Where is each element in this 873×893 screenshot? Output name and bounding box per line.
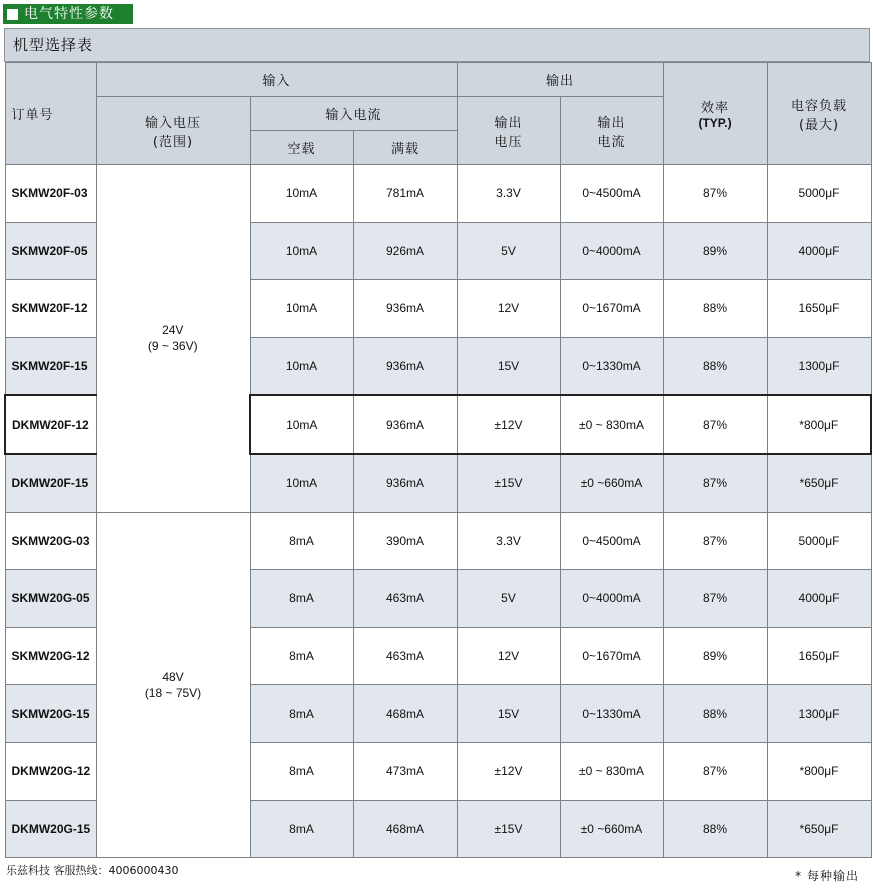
header-efficiency-typ: (TYP.)	[698, 116, 732, 130]
efficiency-cell: 88%	[663, 685, 767, 743]
input-voltage-range: (18 ~ 75V)	[144, 685, 202, 700]
section-title-tag	[3, 4, 133, 24]
header-input: 输入	[96, 63, 457, 97]
model-cell: SKMW20F-03	[5, 165, 96, 223]
header-output-voltage-l2: 电压	[494, 134, 523, 150]
header-input-voltage-label: 输入电压	[144, 115, 201, 131]
capacitive-load-cell: 4000μF	[767, 570, 871, 628]
capacitive-load-cell: 5000μF	[767, 165, 871, 223]
capacitive-load-cell: *800μF	[767, 395, 871, 454]
model-cell: SKMW20G-05	[5, 570, 96, 628]
output-voltage-cell: 12V	[457, 280, 560, 338]
efficiency-cell: 88%	[663, 337, 767, 395]
model-cell: SKMW20F-15	[5, 337, 96, 395]
capacitive-load-cell: 1650μF	[767, 280, 871, 338]
capacitive-load-cell: 1300μF	[767, 337, 871, 395]
efficiency-cell: 87%	[663, 454, 767, 512]
no-load-current-cell: 8mA	[250, 627, 353, 685]
no-load-current-cell: 10mA	[250, 395, 353, 454]
model-cell: SKMW20G-12	[5, 627, 96, 685]
no-load-current-cell: 10mA	[250, 454, 353, 512]
section-title: 电气特性参数	[24, 6, 114, 22]
footer-note: * 每种输出	[795, 869, 859, 883]
footer-hotline: 乐兹科技 客服热线：4006000430	[6, 864, 179, 877]
model-cell: DKMW20G-15	[5, 800, 96, 858]
header-output-current-l2: 电流	[597, 134, 626, 150]
square-bullet-icon	[7, 9, 18, 20]
input-voltage-range: (9 ~ 36V)	[147, 339, 198, 354]
capacitive-load-cell: *650μF	[767, 800, 871, 858]
full-load-current-cell: 473mA	[353, 742, 457, 800]
header-output: 输出	[457, 63, 663, 97]
header-capacitive-max: (最大)	[798, 117, 840, 133]
output-voltage-cell: 5V	[457, 570, 560, 628]
output-voltage-cell: ±15V	[457, 800, 560, 858]
output-voltage-cell: ±15V	[457, 454, 560, 512]
no-load-current-cell: 8mA	[250, 512, 353, 570]
model-cell: SKMW20G-03	[5, 512, 96, 570]
full-load-current-cell: 468mA	[353, 800, 457, 858]
table-row	[5, 165, 871, 223]
full-load-current-cell: 781mA	[353, 165, 457, 223]
no-load-current-cell: 8mA	[250, 800, 353, 858]
efficiency-cell: 87%	[663, 742, 767, 800]
no-load-current-cell: 10mA	[250, 222, 353, 280]
no-load-current-cell: 8mA	[250, 685, 353, 743]
header-input-current: 输入电流	[250, 97, 457, 131]
header-order-no: 订单号	[5, 63, 96, 165]
efficiency-cell: 88%	[663, 800, 767, 858]
output-current-cell: ±0 ~660mA	[560, 800, 663, 858]
no-load-current-cell: 10mA	[250, 337, 353, 395]
output-voltage-cell: ±12V	[457, 395, 560, 454]
capacitive-load-cell: 1650μF	[767, 627, 871, 685]
input-voltage-cell	[96, 165, 250, 513]
header-output-voltage	[457, 97, 560, 165]
header-input-voltage	[96, 97, 250, 165]
header-capacitive-load	[767, 63, 871, 165]
header-efficiency	[663, 63, 767, 165]
model-cell: DKMW20F-15	[5, 454, 96, 512]
header-capacitive-label: 电容负载	[791, 98, 848, 114]
output-voltage-cell: ±12V	[457, 742, 560, 800]
efficiency-cell: 89%	[663, 627, 767, 685]
full-load-current-cell: 390mA	[353, 512, 457, 570]
capacitive-load-cell: 5000μF	[767, 512, 871, 570]
full-load-current-cell: 936mA	[353, 395, 457, 454]
efficiency-cell: 87%	[663, 395, 767, 454]
header-output-current	[560, 97, 663, 165]
efficiency-cell: 88%	[663, 280, 767, 338]
full-load-current-cell: 936mA	[353, 280, 457, 338]
output-current-cell: 0~4000mA	[560, 570, 663, 628]
capacitive-load-cell: 4000μF	[767, 222, 871, 280]
table-row	[5, 512, 871, 570]
full-load-current-cell: 936mA	[353, 454, 457, 512]
model-cell: DKMW20F-12	[5, 395, 96, 454]
output-current-cell: 0~1670mA	[560, 280, 663, 338]
capacitive-load-cell: 1300μF	[767, 685, 871, 743]
model-selection-table	[4, 62, 872, 858]
header-no-load: 空载	[250, 131, 353, 165]
efficiency-cell: 87%	[663, 512, 767, 570]
full-load-current-cell: 468mA	[353, 685, 457, 743]
output-current-cell: 0~1670mA	[560, 627, 663, 685]
efficiency-cell: 87%	[663, 165, 767, 223]
output-current-cell: 0~4000mA	[560, 222, 663, 280]
header-output-voltage-l1: 输出	[494, 115, 523, 131]
no-load-current-cell: 10mA	[250, 165, 353, 223]
header-input-voltage-range: (范围)	[152, 134, 194, 150]
full-load-current-cell: 463mA	[353, 570, 457, 628]
no-load-current-cell: 8mA	[250, 742, 353, 800]
table-title: 机型选择表	[4, 28, 870, 62]
header-output-current-l1: 输出	[597, 115, 626, 131]
no-load-current-cell: 10mA	[250, 280, 353, 338]
capacitive-load-cell: *800μF	[767, 742, 871, 800]
model-cell: DKMW20G-12	[5, 742, 96, 800]
full-load-current-cell: 926mA	[353, 222, 457, 280]
output-current-cell: 0~1330mA	[560, 685, 663, 743]
output-current-cell: 0~4500mA	[560, 512, 663, 570]
input-voltage-cell	[96, 512, 250, 858]
output-voltage-cell: 3.3V	[457, 165, 560, 223]
model-cell: SKMW20F-12	[5, 280, 96, 338]
output-current-cell: ±0 ~ 830mA	[560, 395, 663, 454]
output-voltage-cell: 5V	[457, 222, 560, 280]
output-current-cell: ±0 ~660mA	[560, 454, 663, 512]
output-voltage-cell: 15V	[457, 337, 560, 395]
efficiency-cell: 89%	[663, 222, 767, 280]
capacitive-load-cell: *650μF	[767, 454, 871, 512]
full-load-current-cell: 936mA	[353, 337, 457, 395]
input-voltage-nominal: 48V	[162, 669, 184, 684]
output-current-cell: ±0 ~ 830mA	[560, 742, 663, 800]
model-cell: SKMW20F-05	[5, 222, 96, 280]
input-voltage-nominal: 24V	[162, 323, 184, 338]
efficiency-cell: 87%	[663, 570, 767, 628]
no-load-current-cell: 8mA	[250, 570, 353, 628]
model-cell: SKMW20G-15	[5, 685, 96, 743]
output-current-cell: 0~4500mA	[560, 165, 663, 223]
output-voltage-cell: 12V	[457, 627, 560, 685]
output-voltage-cell: 15V	[457, 685, 560, 743]
header-full-load: 满载	[353, 131, 457, 165]
output-current-cell: 0~1330mA	[560, 337, 663, 395]
output-voltage-cell: 3.3V	[457, 512, 560, 570]
header-efficiency-label: 效率	[701, 101, 730, 116]
full-load-current-cell: 463mA	[353, 627, 457, 685]
